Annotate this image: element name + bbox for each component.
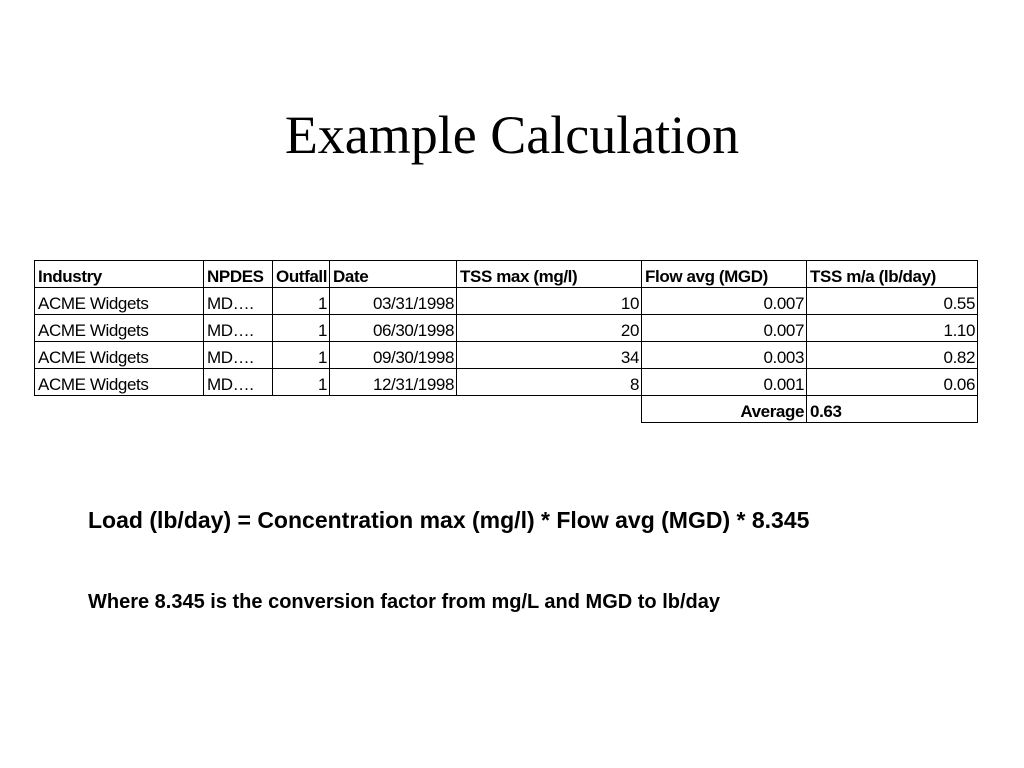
header-date: Date <box>330 261 457 288</box>
blank-cell <box>330 396 457 423</box>
cell-tss-load: 0.55 <box>807 288 978 315</box>
cell-npdes: MD…. <box>204 369 273 396</box>
header-industry: Industry <box>35 261 204 288</box>
average-row <box>35 396 978 423</box>
cell-tss-max: 20 <box>457 315 642 342</box>
header-tss-load: TSS m/a (lb/day) <box>807 261 978 288</box>
cell-flow-avg: 0.007 <box>642 315 807 342</box>
blank-cell <box>457 396 642 423</box>
cell-flow-avg: 0.003 <box>642 342 807 369</box>
calculation-table <box>34 260 978 423</box>
header-flow-avg: Flow avg (MGD) <box>642 261 807 288</box>
slide-title: Example Calculation <box>284 105 740 165</box>
cell-flow-avg: 0.001 <box>642 369 807 396</box>
cell-tss-load: 0.82 <box>807 342 978 369</box>
average-value: 0.63 <box>807 396 978 423</box>
cell-outfall: 1 <box>273 315 330 342</box>
cell-outfall: 1 <box>273 369 330 396</box>
cell-industry: ACME Widgets <box>35 342 204 369</box>
table-row <box>35 369 978 396</box>
cell-tss-max: 34 <box>457 342 642 369</box>
header-npdes: NPDES <box>204 261 273 288</box>
cell-date: 03/31/1998 <box>330 288 457 315</box>
table-row <box>35 288 978 315</box>
table-row <box>35 315 978 342</box>
cell-npdes: MD…. <box>204 288 273 315</box>
cell-date: 12/31/1998 <box>330 369 457 396</box>
blank-cell <box>204 396 273 423</box>
average-label: Average <box>642 396 807 423</box>
cell-tss-load: 1.10 <box>807 315 978 342</box>
table-header-row <box>35 261 978 288</box>
cell-flow-avg: 0.007 <box>642 288 807 315</box>
cell-tss-load: 0.06 <box>807 369 978 396</box>
cell-industry: ACME Widgets <box>35 369 204 396</box>
cell-tss-max: 10 <box>457 288 642 315</box>
cell-npdes: MD…. <box>204 315 273 342</box>
conversion-note: Where 8.345 is the conversion factor from mg/L and MGD to lb/day <box>88 591 720 613</box>
cell-outfall: 1 <box>273 288 330 315</box>
cell-industry: ACME Widgets <box>35 288 204 315</box>
blank-cell <box>35 396 204 423</box>
blank-cell <box>273 396 330 423</box>
cell-date: 09/30/1998 <box>330 342 457 369</box>
table-row <box>35 342 978 369</box>
cell-date: 06/30/1998 <box>330 315 457 342</box>
cell-outfall: 1 <box>273 342 330 369</box>
cell-industry: ACME Widgets <box>35 315 204 342</box>
load-formula: Load (lb/day) = Concentration max (mg/l) * Flow avg (MGD) * 8.345 <box>88 507 810 533</box>
cell-npdes: MD…. <box>204 342 273 369</box>
header-outfall: Outfall <box>273 261 330 288</box>
header-tss-max: TSS max (mg/l) <box>457 261 642 288</box>
cell-tss-max: 8 <box>457 369 642 396</box>
